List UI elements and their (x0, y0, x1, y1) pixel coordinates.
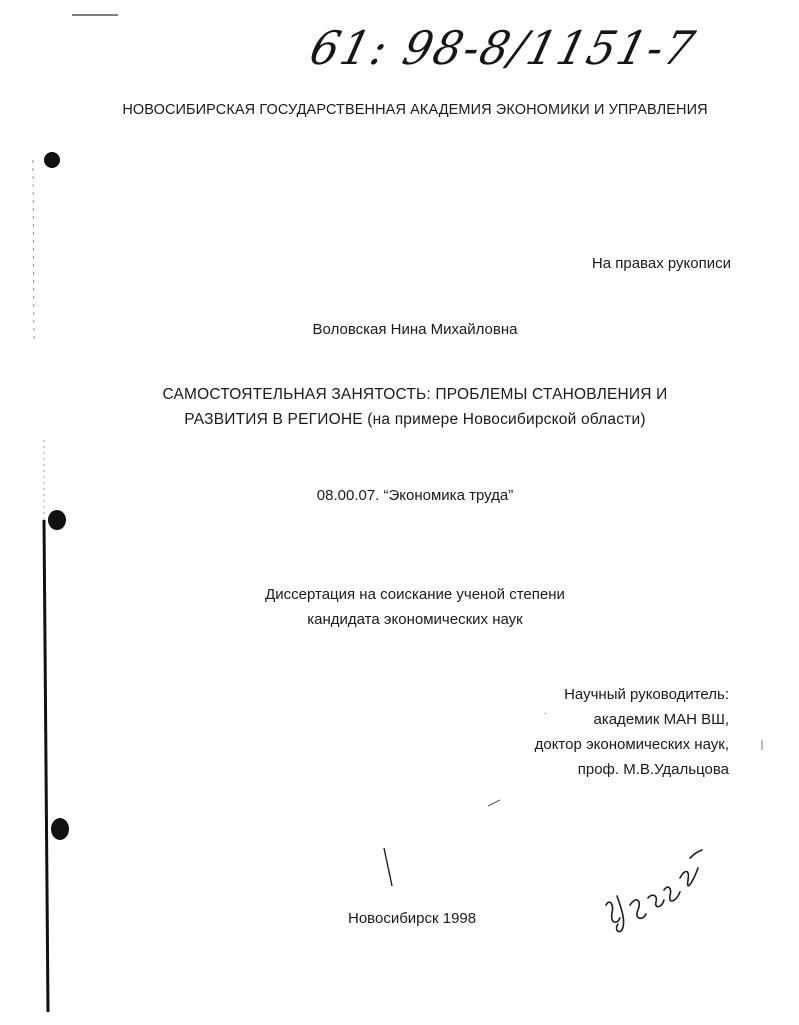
punch-hole-icon (51, 818, 69, 840)
supervisor-line-2: доктор экономических наук, (534, 736, 729, 753)
degree-line-2: кандидата экономических наук (307, 611, 523, 628)
stray-mark (488, 800, 500, 806)
institution-name: НОВОСИБИРСКАЯ ГОСУДАРСТВЕННАЯ АКАДЕМИЯ ЭКОНОМИКИ И УПРАВЛЕНИЯ (122, 102, 708, 118)
binding-edge-line (44, 520, 48, 1012)
city-and-year: Новосибирск 1998 (348, 910, 477, 927)
binding-edge-upper (33, 160, 34, 340)
thesis-title-line-1: САМОСТОЯТЕЛЬНАЯ ЗАНЯТОСТЬ: ПРОБЛЕМЫ СТАНОВЛЕНИЯ И (162, 386, 668, 403)
handwritten-signature (606, 850, 702, 932)
manuscript-note: На правах рукописи (591, 255, 731, 272)
degree-line-1: Диссертация на соискание ученой степени (265, 586, 565, 603)
specialty-code: 08.00.07. “Экономика труда” (316, 487, 514, 504)
stray-dot (545, 713, 546, 714)
punch-hole-icon (44, 152, 60, 168)
archive-number-handwritten: 61: 98-8/1151-7 (304, 22, 702, 76)
punch-hole-icon (48, 510, 66, 530)
supervisor-line-3: проф. М.В.Удальцова (577, 761, 729, 778)
supervisor-heading: Научный руководитель: (564, 686, 729, 703)
author-name: Воловская Нина Михайловна (312, 321, 518, 338)
thesis-title-line-2: РАЗВИТИЯ В РЕГИОНЕ (на примере Новосибирской области) (184, 411, 646, 428)
supervisor-line-1: академик МАН ВШ, (593, 711, 729, 728)
stray-stroke (384, 848, 392, 886)
